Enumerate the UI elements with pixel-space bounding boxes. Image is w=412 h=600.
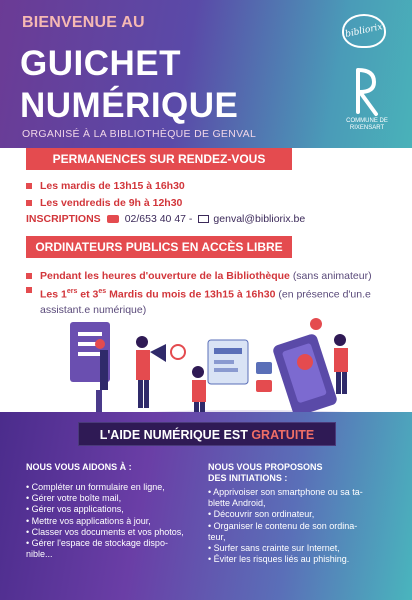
list-item: Les 1ers et $3^{es}$ Mardis du mois de 13h15 à 16h30 (en présence d'un.e assistant.e numérique) bbox=[26, 284, 396, 318]
col2-title: NOUS VOUS PROPOSONS DES INITIATIONS : bbox=[208, 462, 323, 483]
list-item: • Gérer votre boîte mail, bbox=[26, 493, 122, 504]
inscriptions-label: INSCRIPTIONS bbox=[26, 213, 101, 225]
list-item: • Mettre vos applications à jour, bbox=[26, 515, 151, 526]
list-item: • Éviter les risques liés au phishing. bbox=[208, 554, 350, 565]
welcome-text: BIENVENUE AU bbox=[22, 14, 145, 31]
commune-text: COMMUNE DE RIXENSART bbox=[346, 118, 388, 132]
list-item: blette Android, bbox=[208, 498, 266, 509]
title-line-2: NUMÉRIQUE bbox=[20, 86, 239, 125]
list-item: • Gérer l'espace de stockage dispo- bbox=[26, 538, 168, 549]
list-item: • Compléter un formulaire en ligne, bbox=[26, 482, 165, 492]
envelope-icon bbox=[198, 215, 209, 223]
list-item: Les mardis de 13h15 à 16h30 bbox=[26, 180, 185, 192]
list-item: • Organiser le contenu de son ordina- bbox=[208, 520, 358, 531]
col2-list bbox=[208, 487, 388, 565]
bullet-square bbox=[26, 273, 32, 279]
list-item: Les vendredis de 9h à 12h30 bbox=[26, 197, 182, 209]
ordinateurs-banner: ORDINATEURS PUBLICS EN ACCÈS LIBRE bbox=[26, 236, 292, 258]
bibliorix-logo bbox=[342, 14, 386, 48]
list-item: • Gérer vos applications, bbox=[26, 504, 124, 515]
phone-icon bbox=[107, 215, 119, 223]
list-item: • Classer vos documents et vos photos, bbox=[26, 526, 184, 537]
bullet-square bbox=[26, 200, 32, 206]
free-help-banner: L'AIDE NUMÉRIQUE EST GRATUITE bbox=[78, 422, 336, 446]
title-line-1: GUICHET bbox=[20, 44, 181, 83]
inscriptions-line bbox=[26, 213, 305, 225]
col1-title: NOUS VOUS AIDONS À : bbox=[26, 462, 132, 472]
list-item: teur, bbox=[208, 531, 226, 542]
bullet-square bbox=[26, 287, 32, 293]
digital-help-illustration bbox=[0, 310, 412, 428]
list-item: • Surfer sans crainte sur Internet, bbox=[208, 543, 340, 554]
col1-list bbox=[26, 482, 204, 560]
bullet-square bbox=[26, 183, 32, 189]
list-item: Pendant les heures d'ouverture de la Bibliothèque (sans animateur) bbox=[26, 270, 372, 282]
list-item: • Découvrir son ordinateur, bbox=[208, 509, 315, 520]
phone-number: 02/653 40 47 - bbox=[124, 213, 193, 225]
permanences-banner: PERMANENCES SUR RENDEZ-VOUS bbox=[26, 148, 292, 170]
list-item: nible... bbox=[26, 549, 53, 560]
subtitle: ORGANISÉ À LA BIBLIOTHÈQUE DE GENVAL bbox=[22, 128, 257, 140]
email-link[interactable]: genval@bibliorix.be bbox=[213, 213, 306, 225]
bibliorix-logo-text: bibliorix bbox=[344, 22, 384, 40]
list-item: • Apprivoiser son smartphone ou sa ta- bbox=[208, 487, 363, 497]
